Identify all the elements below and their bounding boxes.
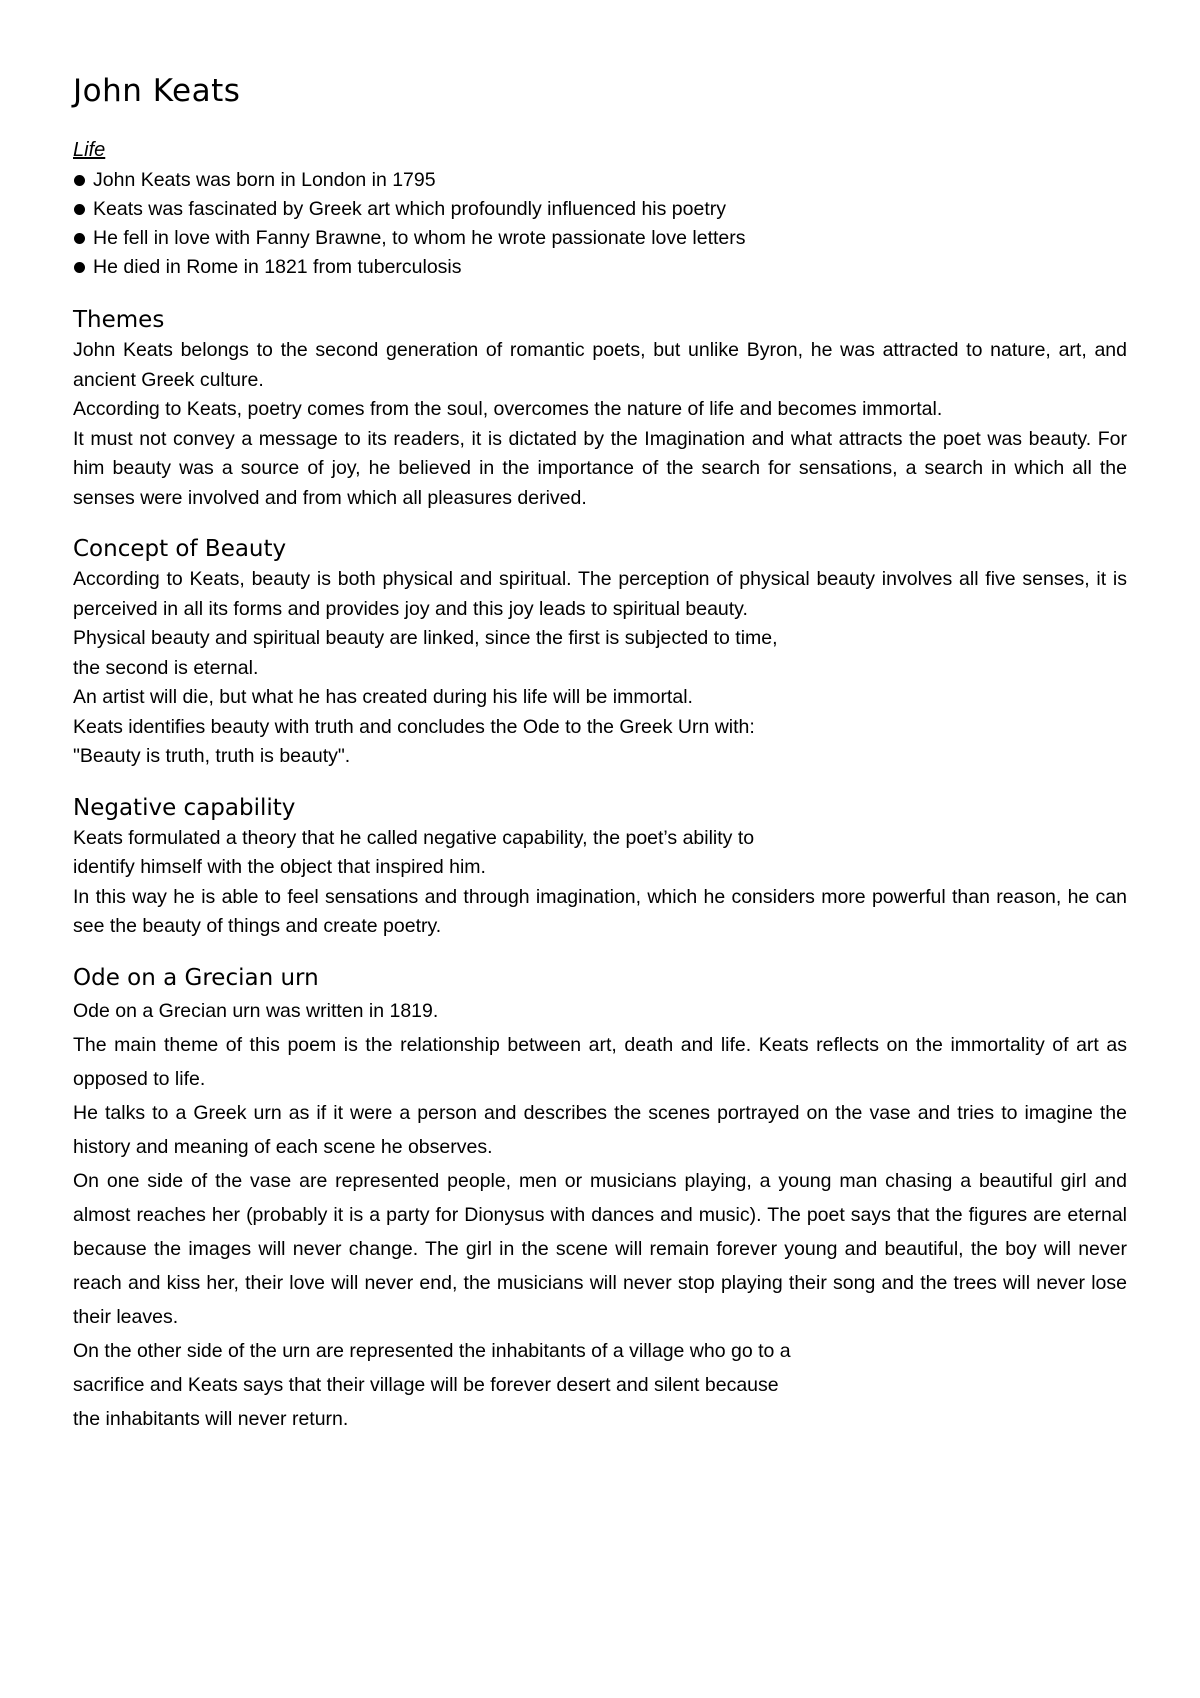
bullet-icon [74,262,85,273]
life-list [73,166,1127,282]
beauty-quote: "Beauty is truth, truth is beauty". [73,745,351,767]
themes-paragraph: It must not convey a message to its readers, it is dictated by the Imagination and what attracts the poet was beauty. For him beauty was a source of joy, he believed in the importance of the search for sensations, a search in which all the senses were involved and from which all pleasures derived. [73,427,1127,509]
beauty-heading: Concept of Beauty [73,536,287,562]
page-title: John Keats [73,73,241,109]
ode-paragraph: On the other side of the urn are represented the inhabitants of a village who go to a [73,1339,791,1362]
list-item-text: Keats was fascinated by Greek art which profoundly influenced his poetry [93,198,727,220]
life-label: Life [73,139,106,161]
ode-paragraph: sacrifice and Keats says that their village will be forever desert and silent because [73,1373,779,1396]
beauty-paragraph: the second is eternal. [73,656,259,679]
ode-paragraph: He talks to a Greek urn as if it were a person and describes the scenes portrayed on the vase and tries to imagine the history and meaning of each scene he observes. [73,1101,1127,1158]
bullet-icon [74,175,85,186]
list-item [73,224,1127,253]
beauty-paragraph: Keats identifies beauty with truth and concludes the Ode to the Greek Urn with: [73,715,755,738]
bullet-icon [74,233,85,244]
beauty-paragraph: According to Keats, beauty is both physical and spiritual. The perception of physical beauty involves all five senses, it is perceived in all its forms and provides joy and this joy leads to spiritual beauty. [73,568,1127,620]
bullet-icon [74,204,85,215]
list-item [73,195,1127,224]
list-item [73,166,1127,195]
ode-paragraph: The main theme of this poem is the relationship between art, death and life. Keats reflects on the immortality of art as opposed to life. [73,1033,1127,1090]
negative-capability-heading: Negative capability [73,794,296,821]
negative-capability-paragraph: Keats formulated a theory that he called negative capability, the poet’s ability to [73,826,755,849]
list-item-text: He fell in love with Fanny Brawne, to whom he wrote passionate love letters [93,227,746,249]
ode-heading: Ode on a Grecian urn [73,964,319,991]
negative-capability-paragraph: identify himself with the object that inspired him. [73,856,486,878]
themes-heading: Themes [73,307,165,333]
list-item-text: He died in Rome in 1821 from tuberculosis [93,256,462,278]
themes-paragraph: According to Keats, poetry comes from the soul, overcomes the nature of life and becomes immortal. [73,398,943,420]
ode-paragraph: Ode on a Grecian urn was written in 1819. [73,999,439,1022]
beauty-paragraph: Physical beauty and spiritual beauty are linked, since the first is subjected to time, [73,627,778,649]
beauty-paragraph: An artist will die, but what he has created during his life will be immortal. [73,686,693,708]
ode-paragraph: On one side of the vase are represented people, men or musicians playing, a young man chasing a beautiful girl and almost reaches her (probably it is a party for Dionysus with dances and music). The poet says that the figures are eternal because the images will never change. The girl in the scene will remain forever young and beautiful, the boy will never reach and kiss her, their love will never end, the musicians will never stop playing their song and the trees will never lose their leaves. [73,1169,1127,1328]
list-item-text: John Keats was born in London in 1795 [93,169,436,191]
themes-section [73,304,1127,513]
list-item [73,253,1127,282]
ode-section [73,962,1127,1436]
themes-paragraph: John Keats belongs to the second generation of romantic poets, but unlike Byron, he was attracted to nature, art, and ancient Greek culture. [73,339,1127,391]
beauty-section [73,533,1127,772]
negative-capability-paragraph: In this way he is able to feel sensations and through imagination, which he considers more powerful than reason, he can see the beauty of things and create poetry. [73,885,1127,937]
negative-capability-section [73,792,1127,942]
ode-paragraph: the inhabitants will never return. [73,1407,349,1430]
